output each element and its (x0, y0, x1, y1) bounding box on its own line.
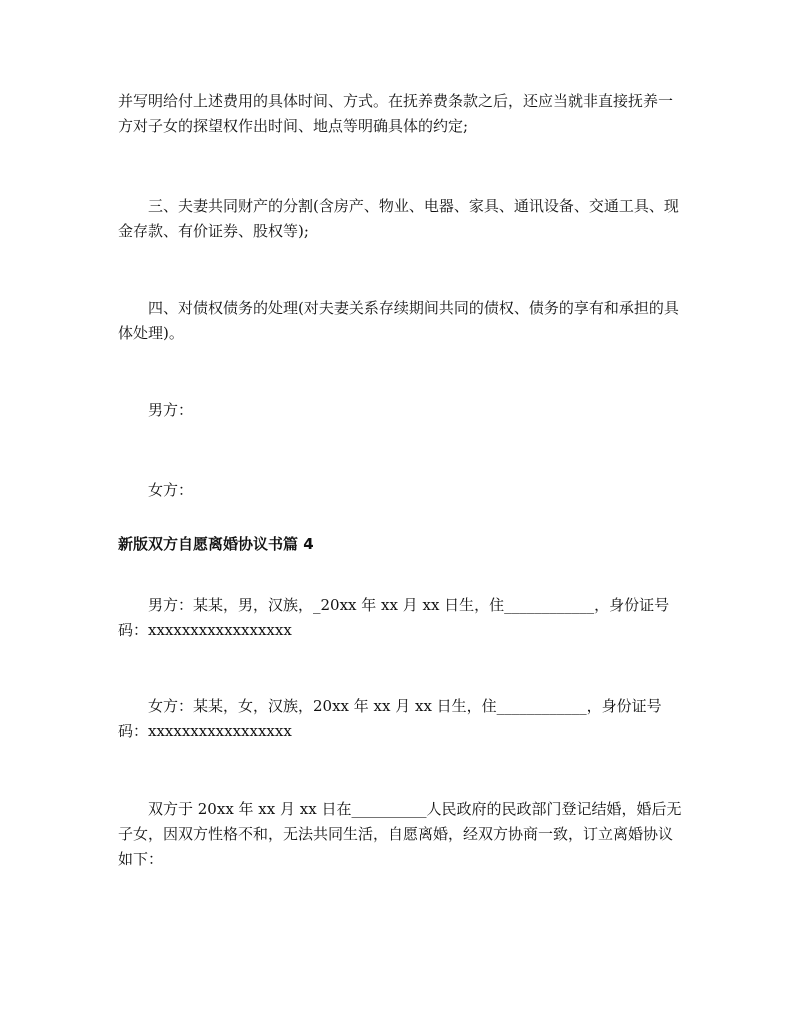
paragraph-female-party-sign: 女方： (148, 481, 194, 499)
paragraph-visitation-terms: 并写明给付上述费用的具体时间、方式。在抚养费条款之后，还应当就非直接抚养一方对子女的探望权作出时间、地点等明确具体的约定; (118, 92, 674, 135)
paragraph-male-party-sign: 男方： (148, 401, 194, 419)
paragraph-male-party-info: 男方：某某，男，汉族，_20xx 年 xx 月 xx 日生，住____________，身份证号码：xxxxxxxxxxxxxxxxx (118, 596, 670, 639)
paragraph-marriage-registration: 双方于 20xx 年 xx 月 xx 日在__________人民政府的民政部门登记结婚，婚后无子女，因双方性格不和，无法共同生活，自愿离婚，经双方协商一致，订立离婚协议如下： (118, 800, 682, 868)
paragraph-debt-handling: 四、对债权债务的处理(对夫妻关系存续期间共同的债权、债务的享有和承担的具体处理)。 (118, 299, 679, 342)
paragraph-property-division: 三、夫妻共同财产的分割(含房产、物业、电器、家具、通讯设备、交通工具、现金存款、有价证券、股权等); (118, 197, 679, 240)
paragraph-female-party-info: 女方：某某，女，汉族，20xx 年 xx 月 xx 日生，住____________，身份证号码：xxxxxxxxxxxxxxxxx (118, 697, 662, 740)
section-heading: 新版双方自愿离婚协议书篇 4 (118, 535, 314, 553)
